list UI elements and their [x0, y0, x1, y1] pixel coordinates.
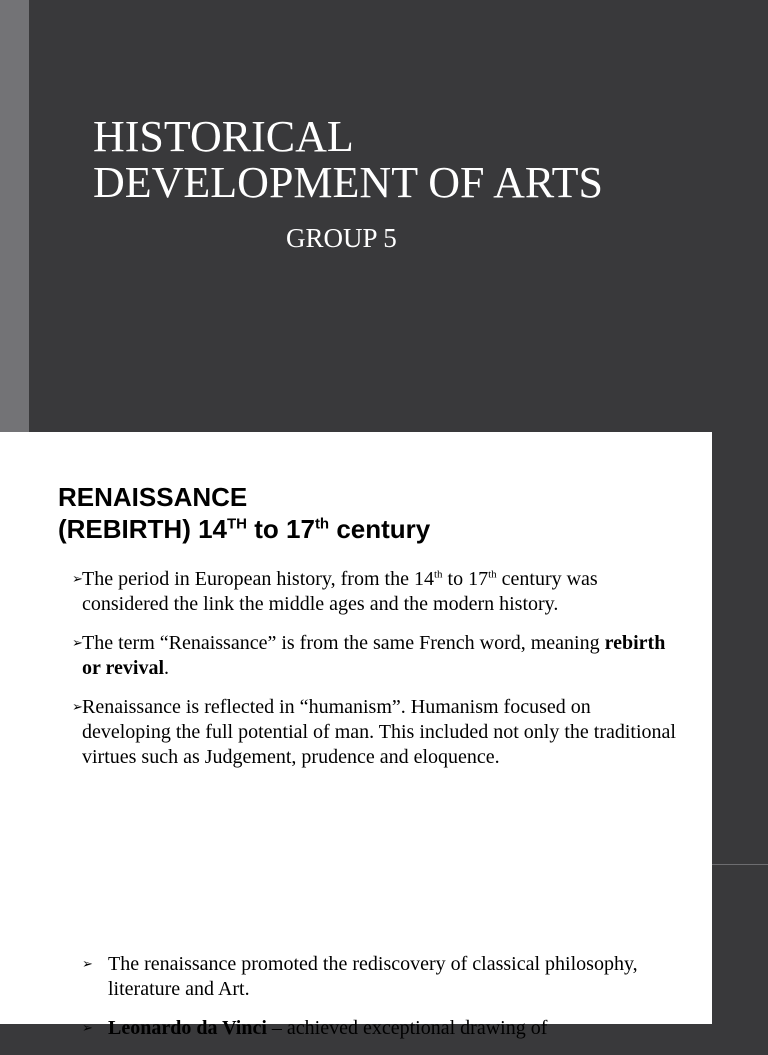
arrow-bullet-icon: ➢ — [72, 636, 83, 651]
heading-sup2: th — [314, 515, 330, 533]
slide-divider — [712, 864, 768, 865]
slide-title — [93, 114, 733, 206]
bullet-text: century was considered the link the middle ages and the modern history. — [82, 568, 598, 615]
heading-line2-c: century — [329, 514, 431, 544]
slide-title-line1: HISTORICAL — [93, 112, 354, 161]
heading-line2-a: (REBIRTH) 14 — [58, 514, 228, 544]
renaissance-bullet-list-2 — [82, 952, 682, 1055]
bullet-sup: th — [488, 568, 497, 581]
slide-subtitle: GROUP 5 — [286, 223, 397, 253]
renaissance-heading — [58, 481, 430, 545]
arrow-bullet-icon: ➢ — [72, 700, 83, 715]
bullet-text: The renaissance promoted the rediscovery of classical philosophy, literature and Art. — [108, 953, 638, 1000]
next-slide-edge — [712, 432, 768, 1024]
list-item — [72, 695, 682, 770]
renaissance-bullet-list — [72, 567, 682, 784]
bullet-text: Renaissance is reflected in “humanism”. Humanism focused on developing the full potential of man. This included not only the traditional virtues such as Judgement, prudence and eloquence. — [82, 696, 676, 768]
bullet-text: to 17 — [442, 568, 489, 590]
bullet-bold-text: rebirth or revival — [82, 632, 666, 679]
list-item — [82, 1016, 682, 1041]
bullet-text: The term “Renaissance” is from the same French word, meaning — [82, 632, 605, 654]
bullet-text: The period in European history, from the 14 — [82, 568, 434, 590]
heading-line1: RENAISSANCE — [58, 482, 248, 512]
arrow-bullet-icon: ➢ — [82, 1021, 93, 1036]
bullet-text: – achieved exceptional drawing of — [266, 1017, 548, 1039]
title-slide — [0, 0, 768, 432]
bullet-text: . — [164, 657, 170, 679]
list-item — [82, 952, 682, 1002]
arrow-bullet-icon: ➢ — [82, 957, 93, 972]
list-item — [72, 567, 682, 617]
slide-title-line2: DEVELOPMENT OF ARTS — [93, 158, 603, 207]
arrow-bullet-icon: ➢ — [72, 572, 83, 587]
accent-bar — [0, 0, 29, 432]
heading-sup1: TH — [227, 515, 248, 533]
renaissance-slide — [0, 432, 712, 1039]
heading-line2-b: to 17 — [247, 514, 315, 544]
list-item — [72, 631, 682, 681]
bullet-sup: th — [433, 568, 443, 581]
bullet-bold-text: Leonardo da Vinci — [108, 1017, 267, 1039]
